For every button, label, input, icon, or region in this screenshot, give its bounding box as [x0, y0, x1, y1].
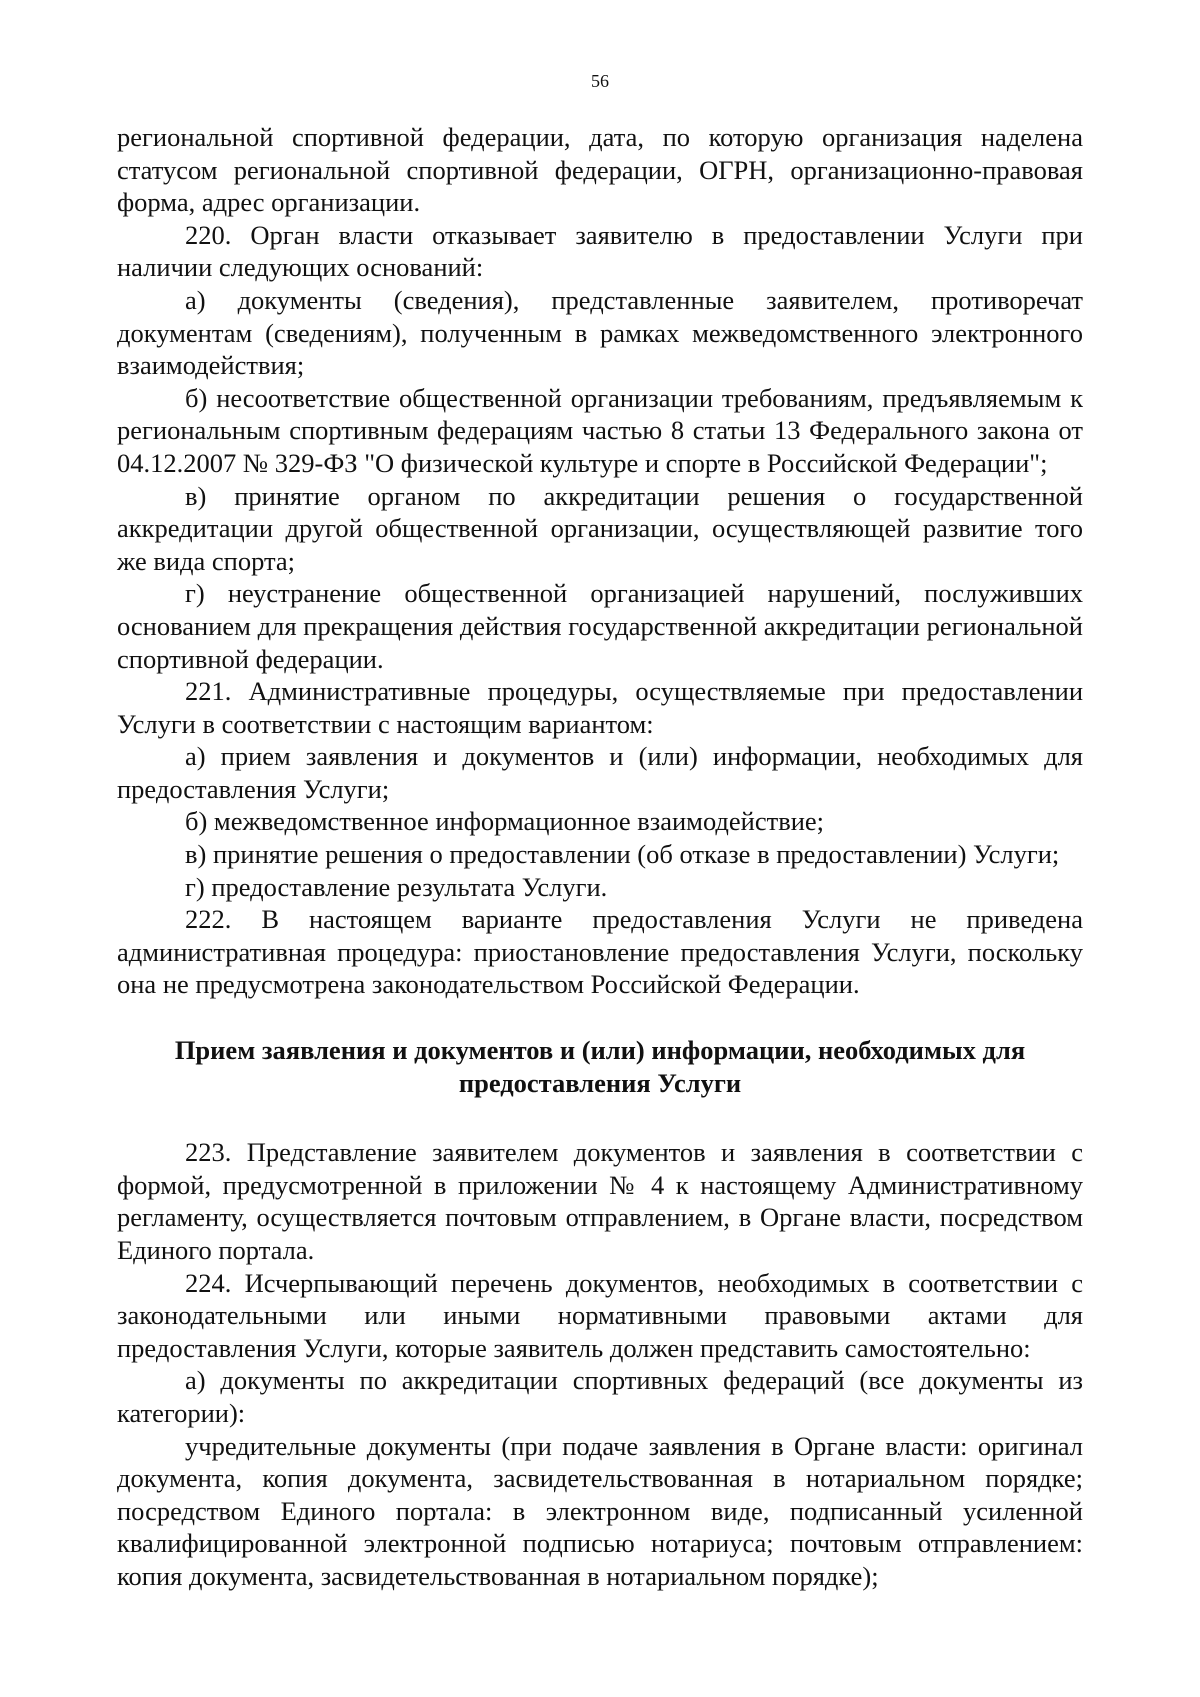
paragraph-founding-documents: учредительные документы (при подаче заявления в Органе власти: оригинал документа, копия документа, засвидетельствованная в нотариальном порядке; посредством Единого портала: в электронном виде, подписанный усиленной квалифицированной электронной подписью нотариуса; почтовым отправлением: копия документа, засвидетельствованная в нотариальном порядке);: [117, 1430, 1083, 1591]
list-item-221-a: а) прием заявления и документов и (или) информации, необходимых для предоставления Услуги;: [117, 741, 1083, 804]
page-number: 56: [591, 71, 609, 91]
list-item-221-g: г) предоставление результата Услуги.: [185, 871, 608, 902]
list-item-220-v: в) принятие органом по аккредитации решения о государственной аккредитации другой общественной организации, осуществляющей развитие того же вида спорта;: [117, 480, 1083, 576]
paragraph-221: 221. Административные процедуры, осуществляемые при предоставлении Услуги в соответствии с настоящим вариантом:: [117, 676, 1083, 739]
paragraph-222: 222. В настоящем варианте предоставления Услуги не приведена административная процедура: приостановление предоставления Услуги, поскольку она не предусмотрена законодательством Российской Федерации.: [117, 904, 1083, 1000]
paragraph-continuation: региональной спортивной федерации, дата, по которую организация наделена статусом региональной спортивной федерации, ОГРН, организационно-правовая форма, адрес организации.: [117, 122, 1083, 218]
list-item-220-b: б) несоответствие общественной организации требованиям, предъявляемым к региональным спортивным федерациям частью 8 статьи 13 Федерального закона от 04.12.2007 № 329-ФЗ "О физической культуре и спорте в Российской Федерации";: [117, 382, 1083, 478]
list-item-221-b: б) межведомственное информационное взаимодействие;: [185, 806, 825, 837]
paragraph-220: 220. Орган власти отказывает заявителю в предоставлении Услуги при наличии следующих оснований:: [117, 219, 1083, 283]
document-body: [117, 121, 1083, 1593]
section-heading-line-1: Прием заявления и документов и (или) информации, необходимых для: [174, 1035, 1026, 1066]
section-heading: [117, 1034, 1083, 1099]
list-item-220-a: а) документы (сведения), представленные заявителем, противоречат документам (сведениям), полученным в рамках межведомственного электронного взаимодействия;: [117, 284, 1083, 381]
section-heading-line-2: предоставления Услуги: [458, 1067, 742, 1098]
paragraph-223: 223. Представление заявителем документов и заявления в соответствии с формой, предусмотренной в приложении № 4 к настоящему Административному регламенту, осуществляется почтовым отправлением, в Органе власти, посредством Единого портала.: [117, 1137, 1083, 1265]
list-item-221-v: в) принятие решения о предоставлении (об отказе в предоставлении) Услуги;: [185, 839, 1060, 870]
paragraph-224: 224. Исчерпывающий перечень документов, необходимых в соответствии с законодательными или иными нормативными правовыми актами для предоставления Услуги, которые заявитель должен представить самостоятельно:: [117, 1267, 1083, 1363]
list-item-224-a: а) документы по аккредитации спортивных федераций (все документы из категории):: [117, 1365, 1083, 1428]
list-item-220-g: г) неустранение общественной организацией нарушений, послуживших основанием для прекращения действия государственной аккредитации региональной спортивной федерации.: [117, 578, 1083, 674]
